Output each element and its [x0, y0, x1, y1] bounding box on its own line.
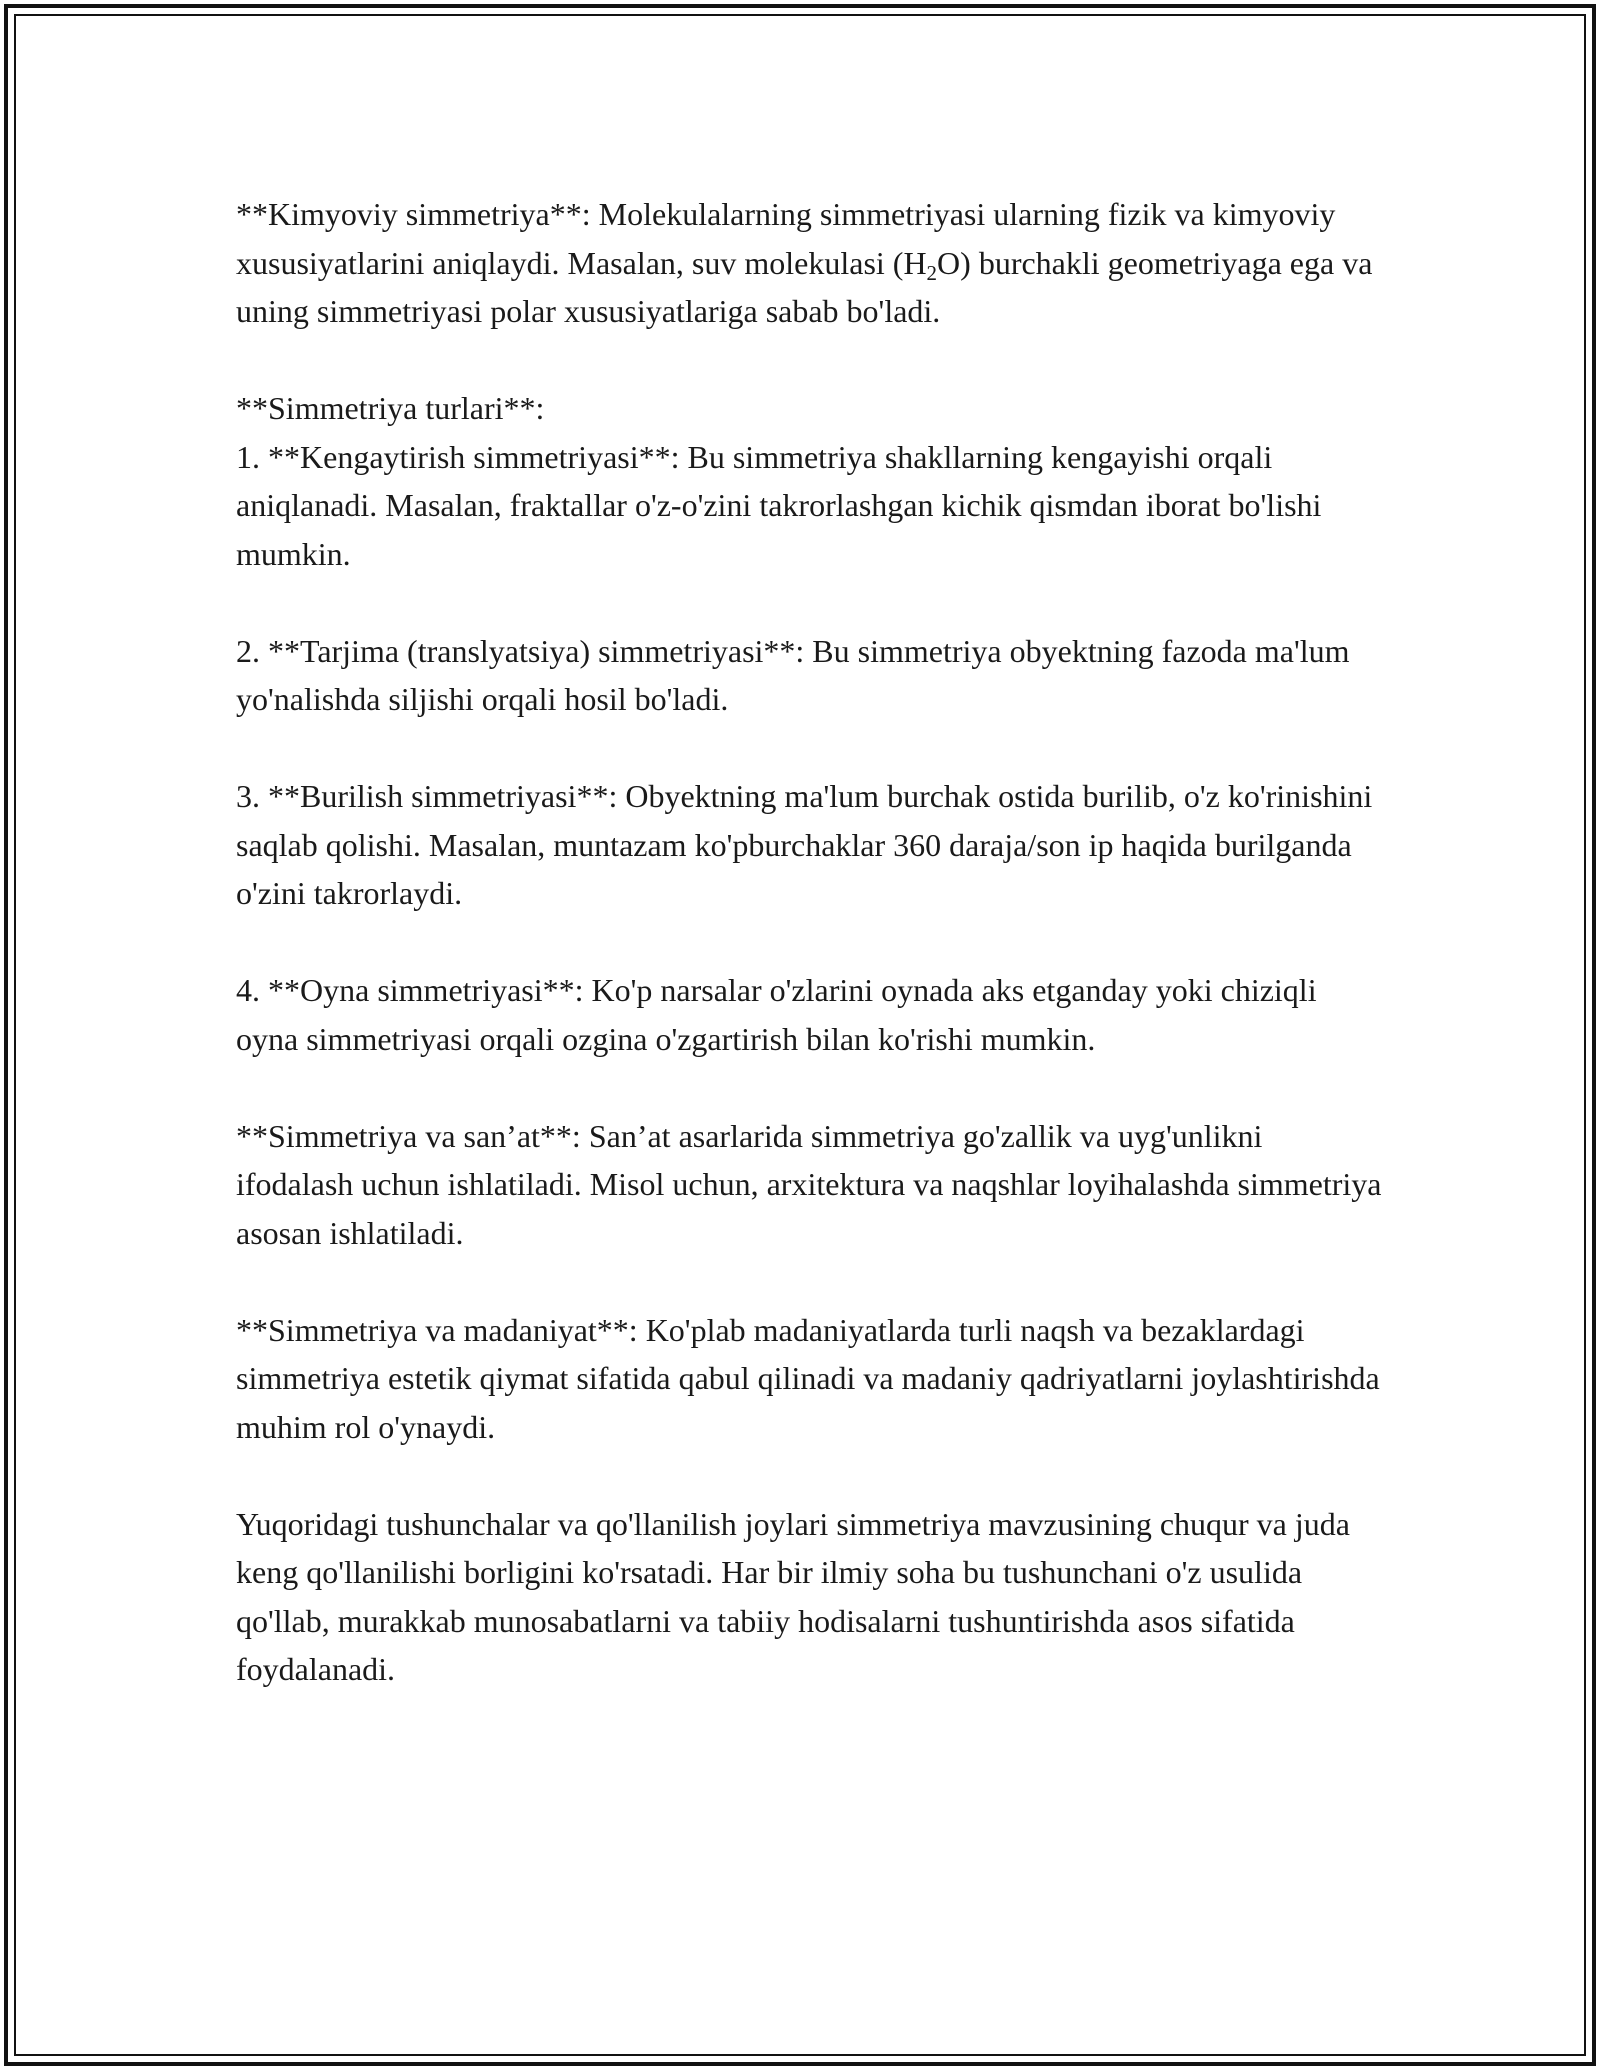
chemical-symmetry-text-end: O) burchakli geometriyaga ega va uning simmetriyasi polar xususiyatlariga sabab bo'ladi.: [236, 244, 1381, 329]
symmetry-type-1: 1. **Kengaytirish simmetriyasi**: Bu simmetriya shakllarning kengayishi orqali aniqlanadi. Masalan, fraktallar o'z-o'zini takrorlashgan kichik qismdan iborat bo'lishi mumkin.: [236, 438, 1330, 572]
symmetry-type-4: 4. **Oyna simmetriyasi**: Ko'p narsalar o'zlarini oynada aks etganday yoki chiziqli oyna simmetriyasi orqali ozgina o'zgartirish bilan ko'rishi mumkin.: [236, 972, 1325, 1057]
document-body: [236, 190, 1390, 1742]
symmetry-type-3: 3. **Burilish simmetriyasi**: Obyektning ma'lum burchak ostida burilib, o'z ko'rinishini saqlab qolishi. Masalan, muntazam ko'pburchaklar 360 daraja/son ip haqida burilganda o'zini takrorlaydi.: [236, 778, 1381, 911]
paragraph-symmetry-culture: **Simmetriya va madaniyat**: Ko'plab madaniyatlarda turli naqsh va bezaklardagi simmetriya estetik qiymat sifatida qabul qilinadi va madaniy qadriyatlarni joylashtirishda muhim rol o'ynaydi.: [236, 1311, 1388, 1445]
paragraph-chemical-symmetry: [236, 190, 1386, 336]
symmetry-type-2: 2. **Tarjima (translyatsiya) simmetriyasi**: Bu simmetriya obyektning fazoda ma'lum yo'nalishda siljishi orqali hosil bo'ladi.: [236, 632, 1358, 717]
symmetry-types-heading: **Simmetriya turlari**:: [236, 390, 545, 426]
paragraph-symmetry-art: **Simmetriya va san’at**: San’at asarlarida simmetriya go'zallik va uyg'unlikni ifodalash uchun ishlatiladi. Misol uchun, arxitektura va naqshlar loyihalashda simmetriya asosan ishlatiladi.: [236, 1117, 1390, 1251]
chemical-symmetry-text-start: **Kimyoviy simmetriya**: Molekulalarning simmetriyasi ularning fizik va kimyoviy xususiyatlarini aniqlaydi. Masalan, suv molekulasi (H: [236, 196, 1344, 281]
subscript-2: 2: [926, 260, 938, 285]
paragraph-conclusion: Yuqoridagi tushunchalar va qo'llanilish joylari simmetriya mavzusining chuqur va juda keng qo'llanilishi borligini ko'rsatadi. Har bir ilmiy soha bu tushunchani o'z usulida qo'llab, murakkab munosabatlarni va tabiiy hodisalarni tushuntirishda asos sifatida foydalanadi.: [236, 1505, 1358, 1687]
